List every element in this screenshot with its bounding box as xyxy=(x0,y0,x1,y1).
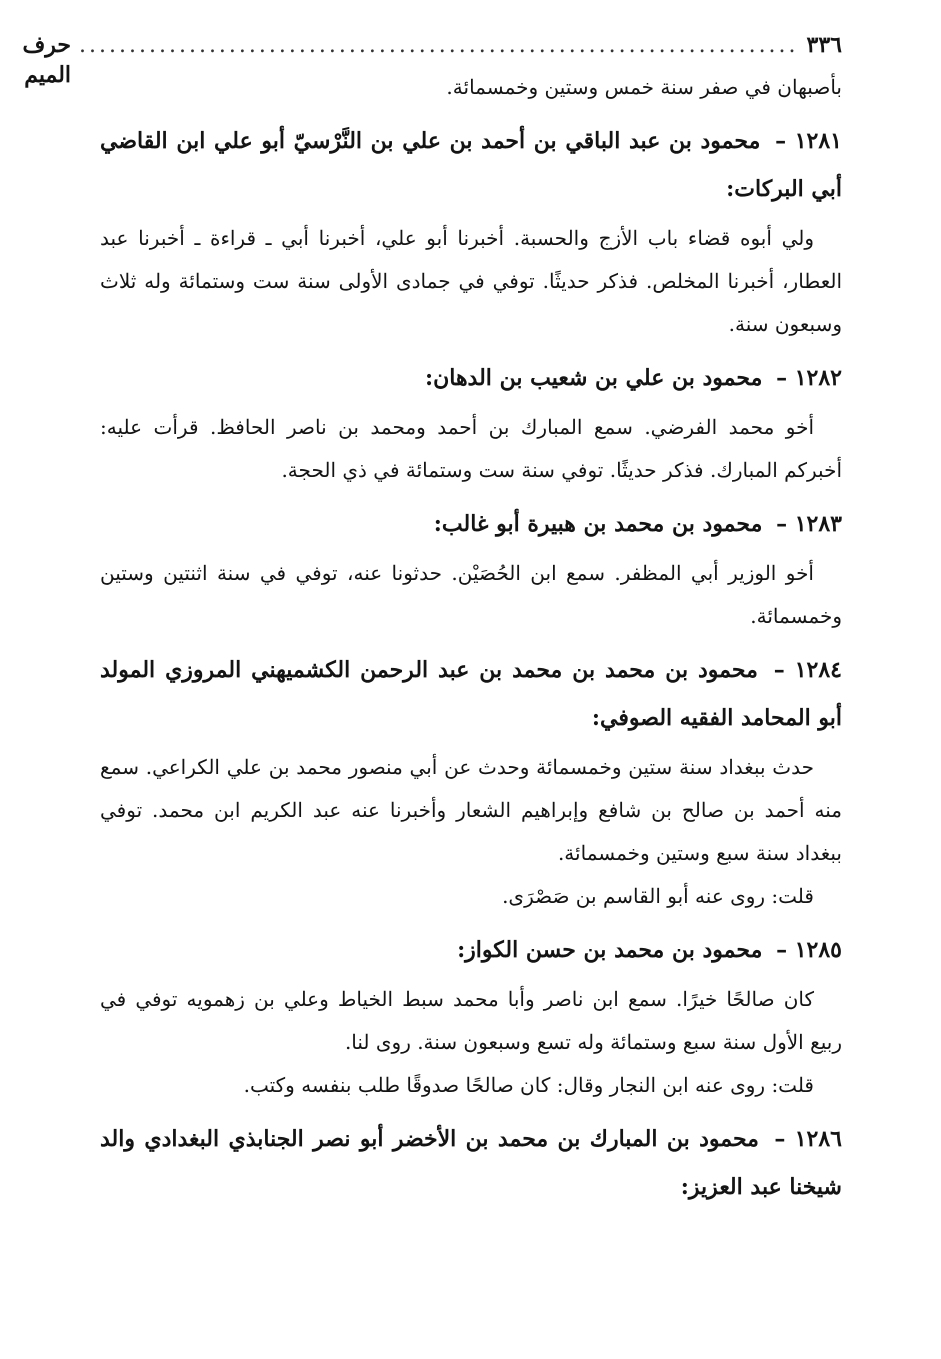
entry-heading xyxy=(100,117,842,213)
entry-title: محمود بن محمد بن هبيرة أبو غالب: xyxy=(433,511,763,537)
body-paragraph: بأصبهان في صفر سنة خمس وستين وخمسمائة. xyxy=(446,75,842,99)
entry-number: ١٢٨٣ – xyxy=(776,511,842,537)
entry-title: محمود بن محمد بن حسن الكواز: xyxy=(457,937,763,963)
body-paragraph: قلت: روى عنه ابن النجار وقال: كان صالحًا صدوقًا طلب بنفسه وكتب. xyxy=(243,1073,814,1097)
entry-number: ١٢٨٤ – xyxy=(773,657,842,683)
entry-heading xyxy=(100,926,842,974)
body-paragraph: كان صالحًا خيرًا. سمع ابن ناصر وأبا محمد سبط الخياط وعلي بن زهمويه توفي في ربيع الأول سنة سبع وستمائة وله تسع وسبعون سنة. روى لنا. xyxy=(100,987,842,1054)
entry-number: ١٢٨٦ – xyxy=(774,1126,842,1152)
header-leader-dots: ........................................................................ xyxy=(79,33,799,58)
entry-number: ١٢٨١ – xyxy=(775,128,842,154)
body-paragraph: حدث ببغداد سنة ستين وخمسمائة وحدث عن أبي منصور محمد بن علي الكراعي. سمع منه أحمد بن صالح بن شافع وإبراهيم الشعار وأخبرنا عنه عبد الكريم ابن محمد. توفي ببغداد سنة سبع وستين وخمسمائة. xyxy=(100,755,842,865)
entry-number: ١٢٨٢ – xyxy=(776,365,842,391)
book-page xyxy=(22,30,842,1215)
body-paragraph: أخو محمد الفرضي. سمع المبارك بن أحمد ومحمد بن ناصر الحافظ. قرأت عليه: أخبركم المبارك. فذكر حديثًا. توفي سنة ست وستمائة في ذي الحجة. xyxy=(100,415,842,482)
page-number: ٣٣٦ xyxy=(806,32,842,58)
entry-heading xyxy=(100,646,842,742)
entry-heading xyxy=(100,500,842,548)
entry-title: محمود بن علي بن شعيب بن الدهان: xyxy=(424,365,763,391)
entry-number: ١٢٨٥ – xyxy=(776,937,842,963)
entry-title: محمود بن عبد الباقي بن أحمد بن علي بن النَّرْسيّ أبو علي ابن القاضي أبي البركات: xyxy=(100,128,842,202)
body-paragraph: أخو الوزير أبي المظفر. سمع ابن الحُصَيْن. حدثونا عنه، توفي في سنة اثنتين وستين وخمسمائة. xyxy=(100,561,842,628)
entry-title: محمود بن المبارك بن محمد بن الأخضر أبو نصر الجنابذي البغدادي والد شيخنا عبد العزيز: xyxy=(100,1126,842,1200)
page-body xyxy=(100,66,842,1211)
entry-heading xyxy=(100,1115,842,1211)
body-paragraph: قلت: روى عنه أبو القاسم بن صَصْرَى. xyxy=(502,884,814,908)
body-paragraph: ولي أبوه قضاء باب الأزج والحسبة. أخبرنا أبو علي، أخبرنا أبي ـ قراءة ـ أخبرنا عبد العطار، أخبرنا المخلص. فذكر حديثًا. توفي في جمادى الأولى سنة ست وستمائة وله ثلاث وسبعون سنة. xyxy=(100,226,842,336)
section-title: حرف الميم xyxy=(22,32,72,88)
entry-heading xyxy=(100,354,842,402)
entry-title: محمود بن محمد بن محمد بن عبد الرحمن الكشميهني المروزي المولد أبو المحامد الفقيه الصوفي: xyxy=(100,657,842,731)
